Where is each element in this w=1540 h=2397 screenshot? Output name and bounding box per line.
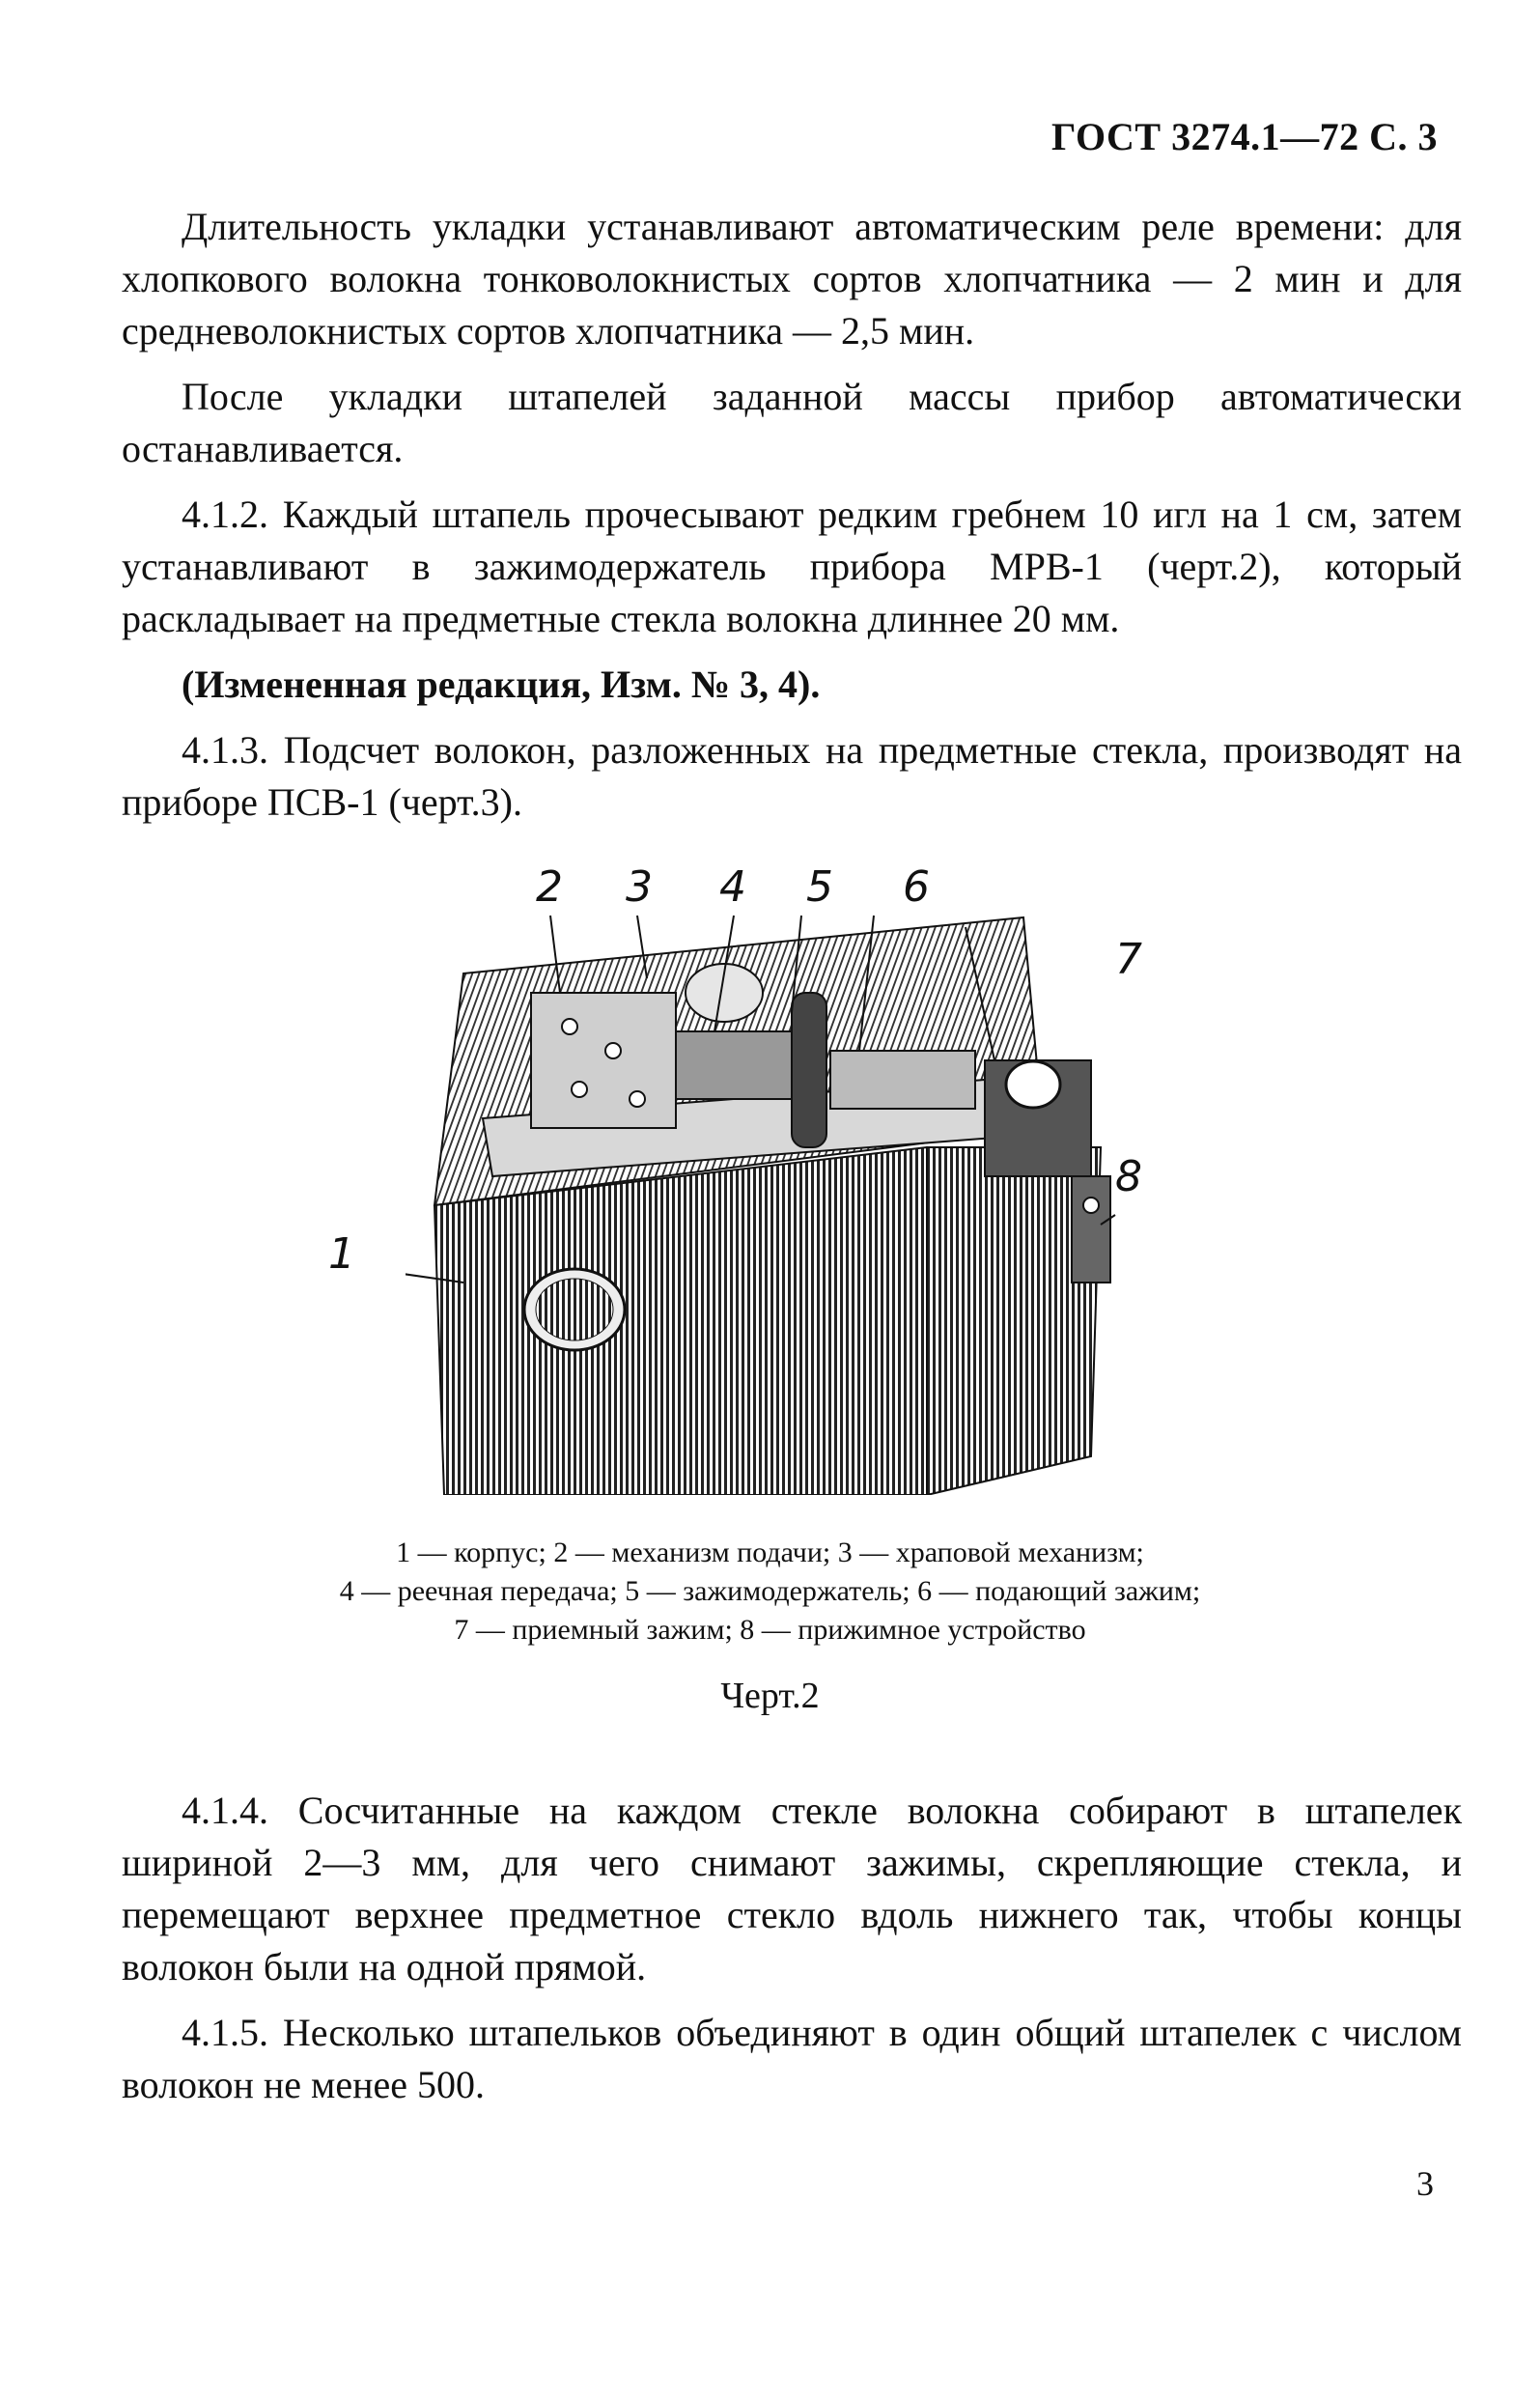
page-header: ГОСТ 3274.1—72 С. 3 <box>1050 115 1438 158</box>
device-drawing <box>406 858 1149 1495</box>
body-text-top <box>122 201 1462 842</box>
paragraph: После укладки штапелей заданной массы прибор автоматически останавливается. <box>122 375 1462 470</box>
caption-line: 4 — реечная передача; 5 — зажимодержатель; 6 — подающий зажим; <box>339 1575 1201 1607</box>
paragraph: 4.1.2. Каждый штапель прочесывают редким гребнем 10 игл на 1 см, затем устанавливают в зажимодержатель прибора МРВ-1 (черт.2), который раскладывает на предметные стекла волокна длиннее 20 мм. <box>122 493 1462 640</box>
figure-label-3: 3 <box>626 862 653 912</box>
caption-line: 7 — приемный зажим; 8 — прижимное устройство <box>454 1614 1086 1646</box>
figure-caption <box>154 1534 1386 1650</box>
figure-label-6: 6 <box>903 862 930 912</box>
figure-label-7: 7 <box>1115 935 1142 984</box>
amendment-note: (Измененная редакция, Изм. № 3, 4). <box>182 663 821 706</box>
figure-title: Черт.2 <box>720 1676 820 1716</box>
page-number: 3 <box>1416 2164 1434 2203</box>
figure-label-8: 8 <box>1115 1152 1142 1201</box>
figure-label-1: 1 <box>328 1229 355 1279</box>
figure-label-4: 4 <box>719 862 746 912</box>
paragraph: Длительность укладки устанавливают автоматическим реле времени: для хлопкового волокна тонковолокнистых сортов хлопчатника — 2 мин и для средневолокнистых сортов хлопчатника — 2,5 мин. <box>122 205 1462 352</box>
caption-line: 1 — корпус; 2 — механизм подачи; 3 — храповой механизм; <box>396 1537 1144 1568</box>
paragraph: 4.1.5. Несколько штапельков объединяют в один общий штапелек с числом волокон не менее 500. <box>122 2011 1462 2106</box>
body-text-bottom <box>122 1785 1462 2125</box>
figure-label-5: 5 <box>806 862 833 912</box>
paragraph: 4.1.4. Сосчитанные на каждом стекле волокна собирают в штапелек шириной 2—3 мм, для чего снимают зажимы, скрепляющие стекла, и перемещают верхнее предметное стекло вдоль нижнего так, чтобы концы волокон были на одной прямой. <box>122 1789 1462 1988</box>
device-illustration <box>328 858 1149 1495</box>
paragraph: 4.1.3. Подсчет волокон, разложенных на предметные стекла, производят на приборе ПСВ-1 (черт.3). <box>122 728 1462 824</box>
figure-label-2: 2 <box>536 862 563 912</box>
